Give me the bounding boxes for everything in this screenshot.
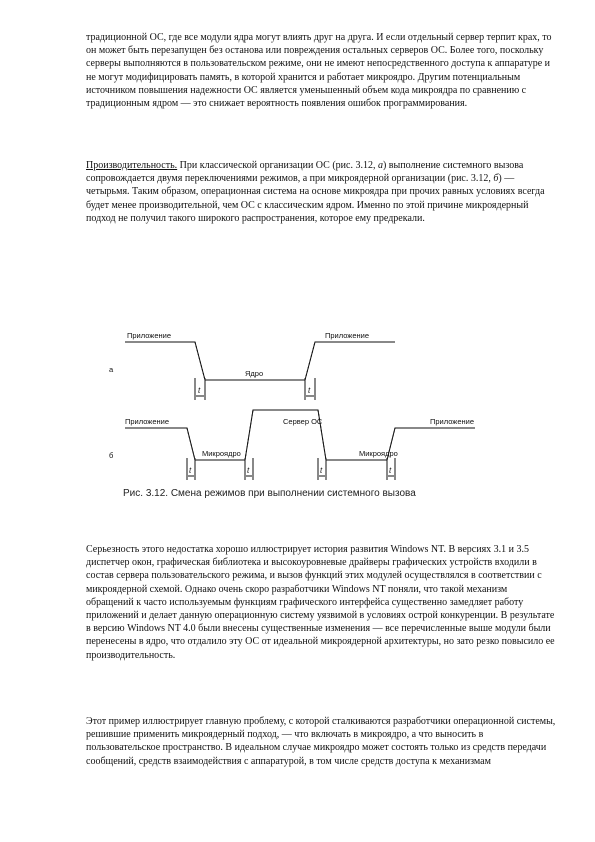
paragraph-windows-nt: Серьезность этого недостатка хорошо иллюстрирует история развития Windows NT. В версиях 3.1 и 3.5 диспетчер окон, графическая библиотека и высокоуровневые драйверы графических устройств входили в состав сервера пользовательского режима, и вызов функций этих модулей осуществлялся в соответствии с микроядерной схемой. Однако очень скоро разработчики Windows NT поняли, что такой механизм обращений к часто используемым функциям графического интерфейса существенно замедляет работу приложений и делает данную операционную систему уязвимой в условиях острой конкуренции. В результате в версию Windows NT 4.0 были внесены существенные изменения — все перечисленные выше модули были перенесены в ядро, что отдалило эту ОС от идеальной микроядерной архитектуры, но зато резко повысило ее производительность. [86,544,555,661]
performance-text-2: ) выполнение системного вызова сопровождается двумя переключениями режимов, а при микроядерной организации (рис. 3.12, [86,160,524,185]
diagram-b-server: Сервер ОС [283,417,323,426]
performance-ref-b: б [493,173,499,185]
performance-text-3: ) — четырьмя. Таким образом, операционная система на основе микроядра при прочих равных условиях всегда будет менее производительной, чем ОС с классическим ядром. Именно по этой причине микроядерный подход не получил такого широкого распространения, которое ему предрекали. [86,173,545,224]
performance-text-1: При классической организации ОС (рис. 3.12, [177,160,378,171]
diagram-b-t-2: t [247,466,250,475]
performance-heading: Производительность. [86,160,178,171]
diagram-b-microkernel-1: Микроядро [202,449,241,458]
paragraph-reliability-end: традиционной ОС, где все модули ядра могут влиять друг на друга. И если отдельный сервер терпит крах, то он может быть перезапущен без останова или повреждения остальных серверов ОС. Более того, поскольку серверы выполняются в пользовательском режиме, они не имеют непосредственного доступа к аппаратуре и не могут модифицировать память, в которой хранится и работает микроядро. Другим потенциальным источником повышения надежности ОС является уменьшенный объем кода микроядра по сравнению с традиционным ядром — это снижает вероятность появления ошибок программирования. [86,32,552,110]
figure-caption: Рис. 3.12. Смена режимов при выполнении системного вызова [123,488,416,499]
diagram-a-t-1: t [198,386,201,395]
diagram-a-label: а [109,365,114,374]
diagram-b-t-4: t [389,466,392,475]
diagram-b-app-right: Приложение [430,417,474,426]
diagram-b-t-1: t [189,466,192,475]
diagram-b-microkernel-2: Микроядро [359,449,398,458]
diagram-a-app-left: Приложение [127,331,171,340]
diagram-b-label: б [109,451,114,460]
diagram-a-t-2: t [308,386,311,395]
diagram-a-kernel: Ядро [245,369,264,378]
figure-mode-switching [105,320,505,520]
diagram-b-t-3: t [320,466,323,475]
diagram-b-app-left: Приложение [125,417,169,426]
diagram-a-app-right: Приложение [325,331,369,340]
performance-ref-a: а [377,160,383,171]
paragraph-performance [86,159,556,225]
paragraph-main-problem: Этот пример иллюстрирует главную проблему, с которой сталкиваются разработчики операционной системы, решившие применить микроядерный подход, — что включать в микроядро, а что выносить в пользовательское пространство. В идеальном случае микроядро может состоять только из средств передачи сообщений, средств взаимодействия с аппаратурой, в том числе средств доступа к механизмам [86,716,556,767]
